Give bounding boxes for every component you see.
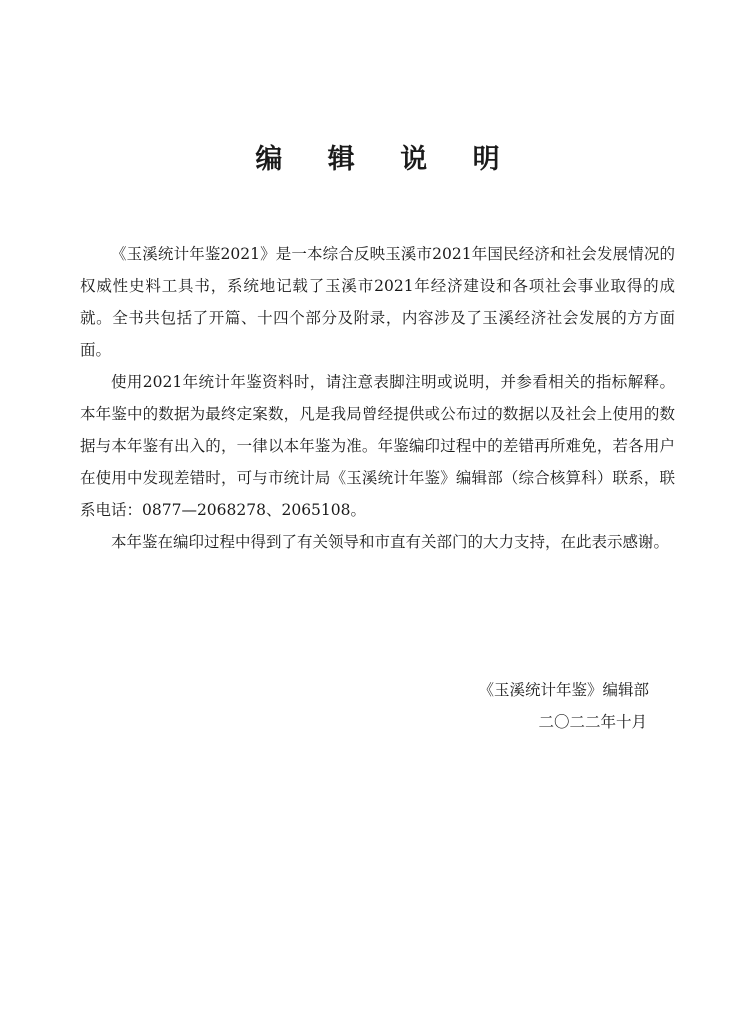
signature-date: 二〇二二年十月 xyxy=(538,713,647,731)
signature-block xyxy=(478,674,649,738)
paragraph-thanks: 本年鉴在编印过程中得到了有关领导和市直有关部门的大力支持，在此表示感谢。 xyxy=(111,533,670,551)
page-title: 编 辑 说 明 xyxy=(255,144,518,175)
body-text xyxy=(80,238,675,558)
paragraph-usage: 使用2021年统计年鉴资料时，请注意表脚注明或说明，并参看相关的指标解释。本年鉴中的数据为最终定案数，凡是我局曾经提供或公布过的数据以及社会上使用的数据与本年鉴有出入的，一律以本年鉴为准。年鉴编印过程中的差错再所难免，若各用户在使用中发现差错时，可与市统计局《玉溪统计年鉴》编辑部（综合核算科）联系，联系电话：0877—2068278、2065108。 xyxy=(80,373,675,519)
signature-department: 《玉溪统计年鉴》编辑部 xyxy=(478,681,649,699)
paragraph-intro: 《玉溪统计年鉴2021》是一本综合反映玉溪市2021年国民经济和社会发展情况的权威性史料工具书，系统地记载了玉溪市2021年经济建设和各项社会事业取得的成就。全书共包括了开篇、十四个部分及附录，内容涉及了玉溪经济社会发展的方方面面。 xyxy=(80,245,675,359)
